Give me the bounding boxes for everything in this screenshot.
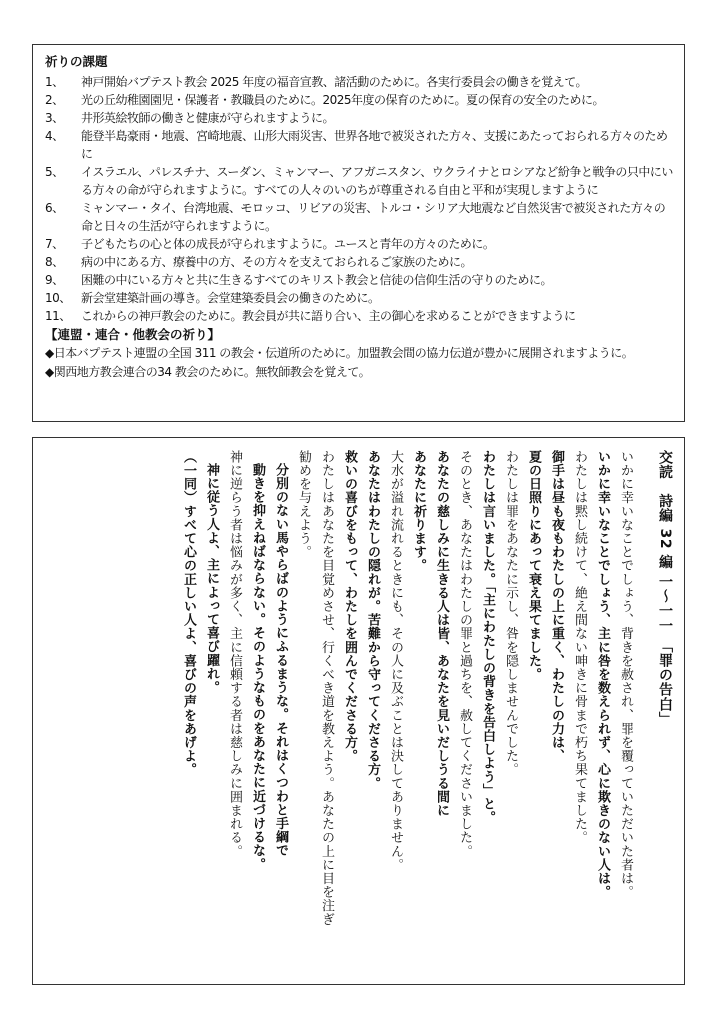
prayer-item-number: 4、 <box>45 129 64 143</box>
prayer-item-number: 9、 <box>45 273 64 287</box>
reading-line-leader: 神に逆らう者は悩みが多く、主に信頼する者は慈しみに囲まれる。 <box>227 450 242 858</box>
reading-line-congregation: 分別のない馬やらばのようにふるまうな。それはくつわと手綱で <box>273 463 288 858</box>
reading-line-leader: わたしは黙し続けて、絶え間ない呻きに骨まで朽ち果てました。 <box>572 450 587 845</box>
prayer-item-text: 能登半島豪雨・地震、宮崎地震、山形大雨災害、世界各地で被災された方々、支援にあたっておられる方々のために <box>81 129 668 161</box>
prayer-item-number: 8、 <box>45 255 64 269</box>
prayer-item <box>45 109 674 127</box>
reading-heading: 交読 詩編 32 編 一〜一一 「罪の告白」 <box>657 450 673 727</box>
prayer-item-number: 10、 <box>45 291 71 305</box>
prayer-item <box>45 271 674 289</box>
reading-line-leader: 大水が溢れ流れるときにも、その人に及ぶことは決してありません。 <box>388 450 403 872</box>
reading-line-congregation: 御手は昼も夜もわたしの上に重く、わたしの力は、 <box>549 450 564 763</box>
reading-line-congregation: いかに幸いなことでしょう、主に咎を数えられず、心に欺きのない人は。 <box>595 450 610 899</box>
reading-line-congregation: 神に従う人よ、主によって喜び躍れ。 <box>204 463 219 695</box>
union-item: ◆日本バプテスト連盟の全国 311 の教会・伝道所のために。加盟教会間の協力伝道が豊かに展開されますように。 <box>45 346 634 360</box>
prayer-item-text: 困難の中にいる方々と共に生きるすべてのキリスト教会と信徒の信仰生活の守りのために。 <box>81 273 553 287</box>
prayer-item <box>45 73 674 91</box>
union-heading: 【連盟・連合・他教会の祈り】 <box>45 327 221 342</box>
prayer-item <box>45 253 674 271</box>
prayer-item-text: ミャンマー・タイ、台湾地震、モロッコ、リビアの災害、トルコ・シリア大地震など自然災害で被災された方々の命と日々の生活が守られますように。 <box>81 201 666 233</box>
prayer-item <box>45 91 674 109</box>
reading-line-leader: そのとき、あなたはわたしの罪と過ちを、赦してくださいました。 <box>457 450 472 858</box>
prayer-item-number: 5、 <box>45 165 64 179</box>
reading-line-congregation: あなたに祈ります。 <box>411 450 426 573</box>
union-item: ◆関西地方教会連合の34 教会のために。無牧師教会を覚えて。 <box>45 365 371 379</box>
prayer-item-number: 11、 <box>45 309 71 323</box>
prayer-item <box>45 127 674 163</box>
prayer-requests-box <box>32 44 685 422</box>
reading-lines <box>177 450 637 975</box>
reading-line-congregation: 夏の日照りにあって衰え果てました。 <box>526 450 541 682</box>
reading-line-leader: 勧めを与えよう。 <box>296 450 311 559</box>
reading-line-congregation: あなたの慈しみに生きる人は皆、あなたを見いだしうる間に <box>434 450 449 818</box>
prayer-item-text: 神戸開始バプテスト教会 2025 年度の福音宣教、諸活動のために。各実行委員会の働きを覚えて。 <box>81 75 587 89</box>
union-list <box>45 344 674 382</box>
responsive-reading <box>177 450 676 975</box>
reading-line-congregation: 救いの喜びをもって、わたしを囲んでくださる方。 <box>342 450 357 763</box>
prayer-item-text: 光の丘幼稚園園児・保護者・教職員のために。2025年度の保育のために。夏の保育の安全のために。 <box>81 93 605 107</box>
prayer-item <box>45 163 674 199</box>
reading-line-leader: いかに幸いなことでしょう、背きを赦され、罪を覆っていただいた者は。 <box>618 450 633 899</box>
prayer-item-number: 2、 <box>45 93 64 107</box>
prayer-item-number: 6、 <box>45 201 64 215</box>
reading-line-leader: わたしはあなたを目覚めさせ、行くべき道を教えよう。あなたの上に目を注ぎ <box>319 450 334 926</box>
prayer-item <box>45 307 674 325</box>
prayer-item-text: 子どもたちの心と体の成長が守られますように。ユースと青年の方々のために。 <box>81 237 495 251</box>
reading-line-leader: わたしは罪をあなたに示し、咎を隠しませんでした。 <box>503 450 518 777</box>
prayer-item-number: 1、 <box>45 75 64 89</box>
prayer-item <box>45 289 674 307</box>
reading-line-congregation: わたしは言いました。「主にわたしの背きを告白しよう」と。 <box>480 450 495 825</box>
prayer-title: 祈りの課題 <box>45 54 108 69</box>
responsive-reading-box <box>32 437 685 985</box>
reading-line-congregation: あなたはわたしの隠れが。苦難から守ってくださる方。 <box>365 450 380 790</box>
prayer-item-text: 井形英絵牧師の働きと健康が守られますように。 <box>81 111 335 125</box>
prayer-item-number: 3、 <box>45 111 64 125</box>
prayer-list <box>45 73 674 325</box>
prayer-item-text: 病の中にある方、療養中の方、その方々を支えておられるご家族のために。 <box>81 255 473 269</box>
prayer-item-text: イスラエル、パレスチナ、スーダン、ミャンマー、アフガニスタン、ウクライナとロシアなど紛争と戦争の只中にいる方々の命が守られますように。すべての人々のいのちが尊重される自由と平和が実現しますように <box>81 165 673 197</box>
prayer-item <box>45 235 674 253</box>
reading-line-congregation: （一同）すべて心の正しい人よ、喜びの声をあげよ。 <box>181 450 196 777</box>
prayer-item-text: 新会堂建築計画の導き。会堂建築委員会の働きのために。 <box>81 291 380 305</box>
reading-line-congregation: 動きを抑えねばならない。そのようなものをあなたに近づけるな。 <box>250 463 265 871</box>
prayer-item-number: 7、 <box>45 237 64 251</box>
prayer-item <box>45 199 674 235</box>
prayer-item-text: これからの神戸教会のために。教会員が共に語り合い、主の御心を求めることができますように <box>81 309 576 323</box>
